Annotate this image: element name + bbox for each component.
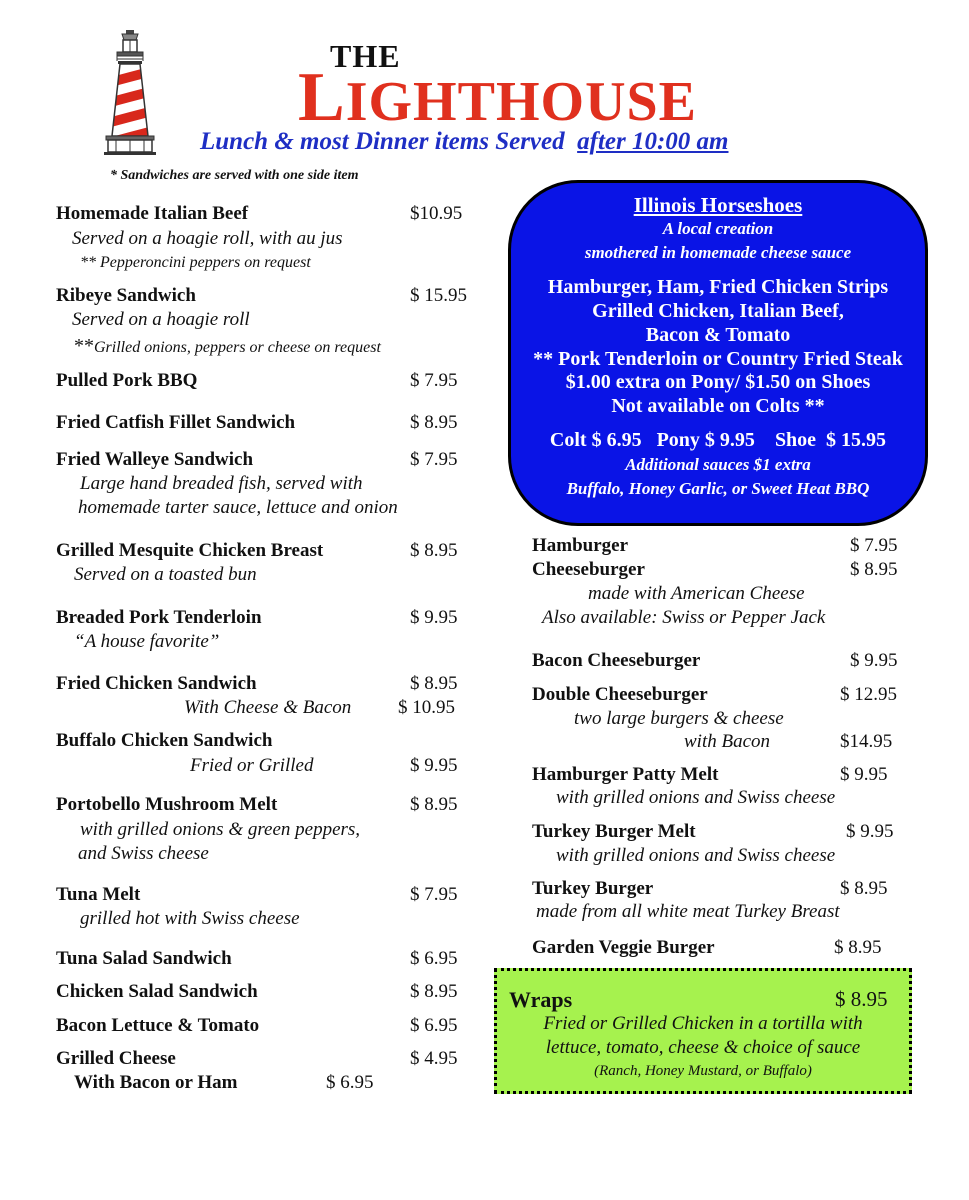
horseshoes-upgrade: Not available on Colts ** [611, 395, 825, 417]
item-price: $ 8.95 [410, 540, 458, 561]
item-name: Fried Walleye Sandwich [56, 449, 254, 470]
item-price: $ 15.95 [410, 285, 467, 306]
logo-initial: L [298, 59, 346, 136]
size-pony: Pony $ 9.95 [656, 429, 755, 451]
item-price: $10.95 [410, 203, 463, 224]
item-price: $ 9.95 [410, 755, 458, 776]
horseshoes-choices: Bacon & Tomato [645, 324, 791, 346]
item-price: $ 8.95 [834, 937, 882, 958]
wraps-title: Wraps [509, 987, 573, 1012]
item-price: $ 8.95 [410, 673, 458, 694]
item-name: Turkey Burger [532, 878, 654, 899]
logo-lighthouse [298, 58, 697, 138]
item-name: Grilled Mesquite Chicken Breast [56, 540, 324, 561]
item-price: $ 7.95 [410, 884, 458, 905]
horseshoes-upgrade: ** Pork Tenderloin or Country Fried Steak [533, 348, 903, 370]
item-desc: homemade tarter sauce, lettuce and onion [78, 497, 398, 518]
item-price: $ 6.95 [326, 1072, 374, 1093]
item-price: $ 4.95 [410, 1048, 458, 1069]
item-note [74, 335, 381, 358]
item-price: $ 7.95 [410, 370, 458, 391]
item-price: $ 8.95 [410, 981, 458, 1002]
item-name: Cheeseburger [532, 559, 645, 580]
item-desc: two large burgers & cheese [574, 708, 784, 729]
wraps-desc: lettuce, tomato, cheese & choice of sauce [545, 1037, 861, 1058]
item-name: Chicken Salad Sandwich [56, 981, 258, 1002]
subtitle-main: Lunch & most Dinner items Served [200, 128, 565, 155]
note-stars: ** [74, 335, 94, 357]
item-name: Bacon Cheeseburger [532, 650, 701, 671]
item-price: $ 8.95 [410, 794, 458, 815]
note-text: Grilled onions, peppers or cheese on request [94, 339, 381, 356]
item-price: $ 9.95 [850, 650, 898, 671]
item-desc: Served on a toasted bun [74, 564, 257, 585]
horseshoes-tagline: A local creation [662, 219, 774, 238]
item-name: Homemade Italian Beef [56, 203, 249, 224]
item-desc: With Cheese & Bacon [184, 697, 352, 718]
item-desc: “A house favorite” [74, 631, 220, 652]
item-price: $ 6.95 [410, 1015, 458, 1036]
item-desc: made with American Cheese [588, 583, 805, 604]
item-name: Tuna Salad Sandwich [56, 948, 232, 969]
item-desc: with Bacon [684, 731, 771, 752]
wraps-box [494, 968, 912, 1094]
item-name: Pulled Pork BBQ [56, 370, 198, 391]
wraps-sauces: (Ranch, Honey Mustard, or Buffalo) [594, 1063, 812, 1079]
item-price: $ 7.95 [850, 535, 898, 556]
item-price: $ 12.95 [840, 684, 897, 705]
lighthouse-logo [100, 28, 160, 156]
horseshoes-upgrade: $1.00 extra on Pony/ $1.50 on Shoes [565, 371, 871, 393]
item-name: Garden Veggie Burger [532, 937, 715, 958]
size-shoe: Shoe $ 15.95 [774, 429, 887, 451]
item-desc: Served on a hoagie roll [72, 309, 250, 330]
item-addon: With Bacon or Ham [74, 1072, 238, 1093]
wraps-desc: Fried or Grilled Chicken in a tortilla with [543, 1013, 863, 1034]
item-desc: Served on a hoagie roll, with au jus [72, 228, 343, 249]
item-name: Buffalo Chicken Sandwich [56, 730, 273, 751]
item-price: $14.95 [840, 731, 893, 752]
item-price: $ 6.95 [410, 948, 458, 969]
item-name: Tuna Melt [56, 884, 141, 905]
item-desc: Also available: Swiss or Pepper Jack [542, 607, 826, 628]
horseshoes-sauces: Additional sauces $1 extra [625, 455, 811, 474]
wraps-price: $ 8.95 [835, 987, 888, 1011]
logo-the: THE [330, 38, 401, 74]
item-name: Double Cheeseburger [532, 684, 708, 705]
item-price: $ 9.95 [840, 764, 888, 785]
horseshoes-choices: Grilled Chicken, Italian Beef, [592, 300, 844, 322]
item-desc: Large hand breaded fish, served with [80, 473, 363, 494]
horseshoes-choices: Hamburger, Ham, Fried Chicken Strips [547, 276, 889, 298]
size-colt: Colt $ 6.95 [549, 429, 642, 451]
horseshoes-title: Illinois Horseshoes [633, 193, 803, 217]
logo-rest: IGHTHOUSE [345, 71, 698, 133]
horseshoes-box [508, 180, 928, 526]
item-price: $ 9.95 [410, 607, 458, 628]
item-desc: and Swiss cheese [78, 843, 209, 864]
item-name: Grilled Cheese [56, 1048, 176, 1069]
item-desc: with grilled onions and Swiss cheese [556, 845, 836, 866]
item-price: $ 9.95 [846, 821, 894, 842]
item-price: $ 8.95 [840, 878, 888, 899]
item-name: Portobello Mushroom Melt [56, 794, 278, 815]
item-desc: made from all white meat Turkey Breast [536, 901, 840, 922]
item-desc: Fried or Grilled [190, 755, 314, 776]
item-desc: with grilled onions and Swiss cheese [556, 787, 836, 808]
serving-subtitle [200, 128, 729, 156]
horseshoes-sauces: Buffalo, Honey Garlic, or Sweet Heat BBQ [566, 479, 870, 498]
item-name: Bacon Lettuce & Tomato [56, 1015, 260, 1036]
horseshoes-tagline: smothered in homemade cheese sauce [584, 243, 852, 262]
item-price: $ 8.95 [850, 559, 898, 580]
item-desc: grilled hot with Swiss cheese [80, 908, 300, 929]
item-price: $ 10.95 [398, 697, 455, 718]
item-name: Fried Chicken Sandwich [56, 673, 257, 694]
item-price: $ 7.95 [410, 449, 458, 470]
item-name: Hamburger Patty Melt [532, 764, 719, 785]
item-desc: with grilled onions & green peppers, [80, 819, 361, 840]
item-price: $ 8.95 [410, 412, 458, 433]
item-name: Fried Catfish Fillet Sandwich [56, 412, 296, 433]
side-note: * Sandwiches are served with one side item [110, 168, 359, 183]
item-name: Breaded Pork Tenderloin [56, 607, 262, 628]
horseshoes-sizes [511, 429, 925, 452]
item-name: Ribeye Sandwich [56, 285, 196, 306]
item-name: Hamburger [532, 535, 629, 556]
item-note: ** Pepperoncini peppers on request [80, 254, 311, 271]
subtitle-time: after 10:00 am [577, 128, 729, 155]
item-name: Turkey Burger Melt [532, 821, 696, 842]
